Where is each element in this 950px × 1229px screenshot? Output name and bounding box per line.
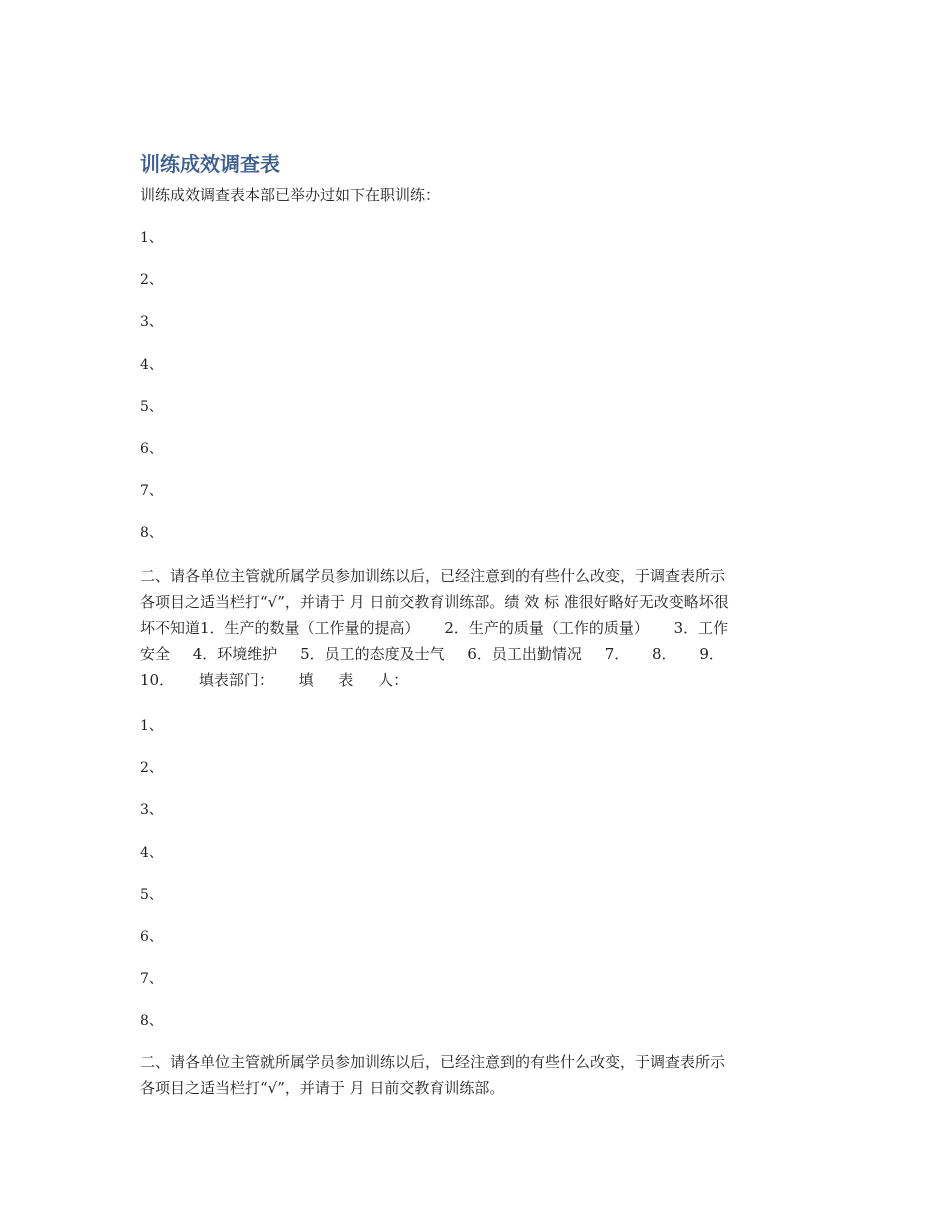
list-item: 2、 (140, 760, 163, 777)
training-list (140, 225, 163, 563)
paragraph-line: 二、请各单位主管就所属学员参加训练以后，已经注意到的有些什么改变，于调查表所示 (140, 567, 726, 585)
list-item: 6、 (140, 928, 163, 945)
list-item: 5、 (140, 886, 163, 903)
paragraph-line: 二、请各单位主管就所属学员参加训练以后，已经注意到的有些什么改变，于调查表所示 (140, 1053, 726, 1071)
list-item: 7、 (140, 483, 163, 500)
paragraph-line: 10． 填表部门： 填 表 人： (140, 671, 409, 689)
list-item: 7、 (140, 971, 163, 988)
intro-paragraph: 训练成效调查表本部已举办过如下在职训练： (140, 186, 441, 204)
section-two-repeat-paragraph (140, 1049, 812, 1101)
fill-list (140, 713, 163, 1051)
paragraph-line: 安全 4．环境维护 5．员工的态度及士气 6．员工出勤情况 7． 8． 9． (140, 645, 724, 663)
list-item: 5、 (140, 398, 163, 415)
section-two-paragraph (140, 563, 812, 693)
list-item: 4、 (140, 356, 163, 373)
list-item: 8、 (140, 1013, 163, 1030)
list-item: 3、 (140, 802, 163, 819)
list-item: 4、 (140, 844, 163, 861)
list-item: 6、 (140, 440, 163, 457)
list-item: 1、 (140, 230, 163, 246)
list-item: 8、 (140, 525, 163, 542)
list-item: 3、 (140, 314, 163, 331)
paragraph-line: 各项目之适当栏打“√”，并请于 月 日前交教育训练部。 (140, 1079, 505, 1097)
document-title: 训练成效调查表 (140, 152, 280, 176)
paragraph-line: 坏不知道1．生产的数量（工作量的提高） 2．生产的质量（工作的质量） 3．工作 (140, 619, 729, 637)
list-item: 2、 (140, 272, 163, 289)
paragraph-line: 各项目之适当栏打“√”，并请于 月 日前交教育训练部。绩 效 标 准很好略好无改变略坏很 (140, 593, 729, 611)
document-page (140, 0, 812, 1229)
list-item: 1、 (140, 718, 163, 734)
